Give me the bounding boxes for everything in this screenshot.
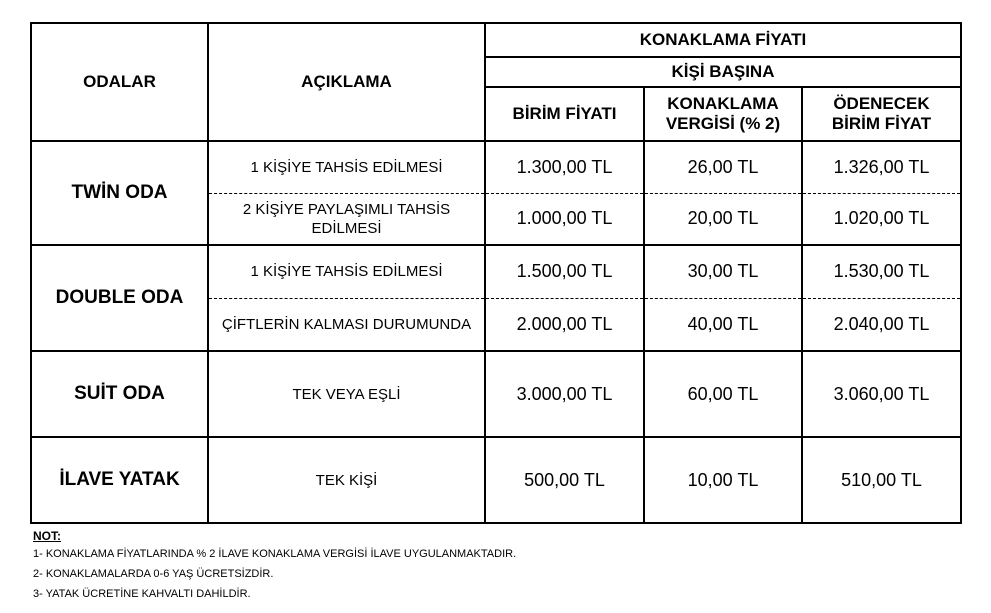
room-desc [208,193,485,245]
note-item: 2- KONAKLAMALARDA 0-6 YAŞ ÜCRETSİZDİR. [33,568,274,580]
notes-section [33,528,516,604]
room-price: 3.000,00 TL [485,351,644,437]
header-odenecek-birim-fiyat [802,87,961,141]
table-row [31,141,961,193]
room-total: 1.530,00 TL [802,245,961,298]
room-price: 500,00 TL [485,437,644,523]
room-price: 1.000,00 TL [485,193,644,245]
room-tax: 10,00 TL [644,437,802,523]
table-row [31,351,961,437]
room-desc-line2: EDİLMESİ [311,219,382,237]
room-name-twin: TWİN ODA [31,141,208,245]
room-price: 1.300,00 TL [485,141,644,193]
table-row [31,437,961,523]
header-birim-fiyati: BİRİM FİYATI [485,87,644,141]
room-total: 2.040,00 TL [802,298,961,351]
table-row [31,245,961,298]
room-desc: ÇİFTLERİN KALMASI DURUMUNDA [208,298,485,351]
room-desc: 1 KİŞİYE TAHSİS EDİLMESİ [208,245,485,298]
room-name-ilave-yatak: İLAVE YATAK [31,437,208,523]
header-odenecek-line2: BİRİM FİYAT [831,114,932,133]
room-tax: 26,00 TL [644,141,802,193]
price-table [30,22,962,524]
header-konaklama-vergisi-line2: VERGİSİ (% 2) [665,114,781,133]
room-price: 1.500,00 TL [485,245,644,298]
room-desc: 1 KİŞİYE TAHSİS EDİLMESİ [208,141,485,193]
header-kisi-basina: KİŞİ BAŞINA [485,57,961,87]
room-tax: 40,00 TL [644,298,802,351]
room-total: 3.060,00 TL [802,351,961,437]
room-desc-line1: 2 KİŞİYE PAYLAŞIMLI TAHSİS [242,200,451,218]
room-price: 2.000,00 TL [485,298,644,351]
room-tax: 20,00 TL [644,193,802,245]
room-total: 510,00 TL [802,437,961,523]
room-desc: TEK VEYA EŞLİ [208,351,485,437]
header-odenecek-line1: ÖDENECEK [833,94,930,113]
note-item: 1- KONAKLAMA FİYATLARINDA % 2 İLAVE KONAKLAMA VERGİSİ İLAVE UYGULANMAKTADIR. [33,548,517,560]
header-konaklama-vergisi-line1: KONAKLAMA [667,94,779,113]
room-total: 1.326,00 TL [802,141,961,193]
header-konaklama-vergisi [644,87,802,141]
header-konaklama-fiyati: KONAKLAMA FİYATI [485,23,961,57]
room-desc: TEK KİŞİ [208,437,485,523]
header-odalar: ODALAR [31,23,208,141]
room-name-double: DOUBLE ODA [31,245,208,351]
room-name-suit: SUİT ODA [31,351,208,437]
room-tax: 30,00 TL [644,245,802,298]
note-item: 3- YATAK ÜCRETİNE KAHVALTI DAHİLDİR. [33,588,251,600]
room-tax: 60,00 TL [644,351,802,437]
room-total: 1.020,00 TL [802,193,961,245]
header-aciklama: AÇIKLAMA [208,23,485,141]
notes-title: NOT: [33,529,61,543]
